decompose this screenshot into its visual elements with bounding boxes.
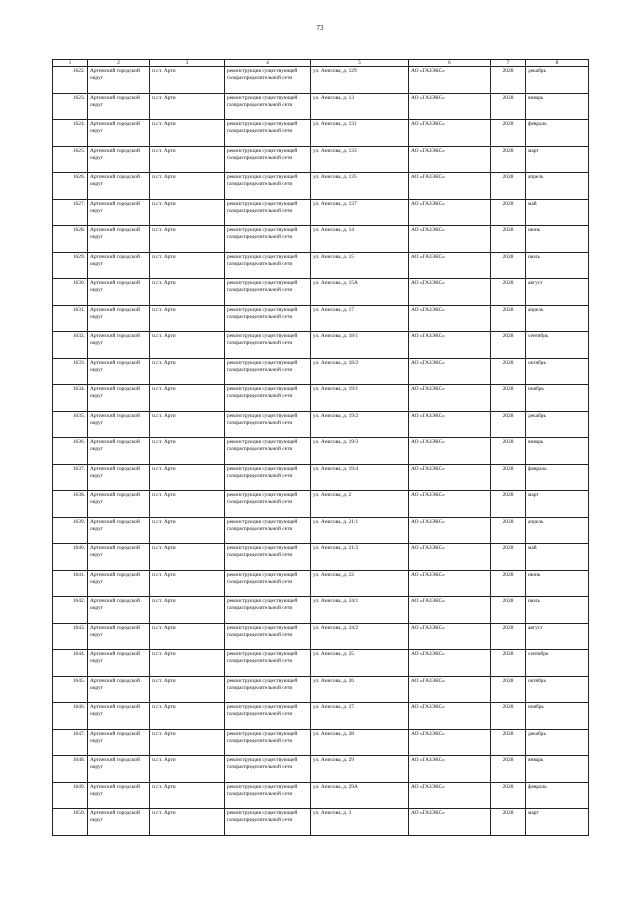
cell-year: 2028: [491, 438, 526, 465]
cell-month: октябрь: [526, 358, 589, 385]
cell-work-type: реконструкция существующей газораспределительной сети: [225, 385, 311, 412]
cell-locality: п.г.т. Арти: [150, 517, 225, 544]
cell-month: май: [526, 544, 589, 571]
cell-work-type: реконструкция существующей газораспределительной сети: [225, 173, 311, 200]
cell-locality: п.г.т. Арти: [150, 173, 225, 200]
table-row: [53, 438, 589, 465]
cell-year: 2028: [491, 650, 526, 677]
cell-work-type: реконструкция существующей газораспределительной сети: [225, 146, 311, 173]
cell-work-type: реконструкция существующей газораспределительной сети: [225, 252, 311, 279]
cell-address: ул. Анисова, д. 17: [311, 305, 409, 332]
cell-month: апрель: [526, 305, 589, 332]
cell-number: 1645.: [53, 676, 88, 703]
cell-locality: п.г.т. Арти: [150, 411, 225, 438]
cell-locality: п.г.т. Арти: [150, 385, 225, 412]
cell-month: сентябрь: [526, 650, 589, 677]
table-row: [53, 676, 589, 703]
cell-work-type: реконструкция существующей газораспределительной сети: [225, 491, 311, 518]
cell-work-type: реконструкция существующей газораспределительной сети: [225, 544, 311, 571]
cell-district: Артинский городской округ: [88, 650, 150, 677]
cell-address: ул. Анисова, д. 131: [311, 120, 409, 147]
cell-locality: п.г.т. Арти: [150, 729, 225, 756]
cell-month: январь: [526, 93, 589, 120]
cell-address: ул. Анисова, д. 13: [311, 93, 409, 120]
table-row: [53, 411, 589, 438]
cell-year: 2028: [491, 385, 526, 412]
cell-month: декабрь: [526, 411, 589, 438]
cell-organization: АО «ГАЗЭКС»: [409, 676, 491, 703]
table-row: [53, 279, 589, 306]
cell-work-type: реконструкция существующей газораспределительной сети: [225, 517, 311, 544]
cell-month: май: [526, 199, 589, 226]
cell-month: январь: [526, 438, 589, 465]
cell-address: ул. Анисова, д. 29: [311, 756, 409, 783]
cell-organization: АО «ГАЗЭКС»: [409, 491, 491, 518]
cell-number: 1625.: [53, 146, 88, 173]
cell-year: 2028: [491, 809, 526, 836]
cell-month: июнь: [526, 226, 589, 253]
table-row: [53, 756, 589, 783]
cell-address: ул. Анисова, д. 19/3: [311, 438, 409, 465]
cell-locality: п.г.т. Арти: [150, 570, 225, 597]
cell-work-type: реконструкция существующей газораспределительной сети: [225, 676, 311, 703]
cell-year: 2028: [491, 120, 526, 147]
cell-month: июль: [526, 597, 589, 624]
cell-number: 1649.: [53, 782, 88, 809]
cell-number: 1650.: [53, 809, 88, 836]
cell-district: Артинский городской округ: [88, 358, 150, 385]
cell-organization: АО «ГАЗЭКС»: [409, 279, 491, 306]
cell-address: ул. Анисова, д. 28: [311, 729, 409, 756]
cell-year: 2028: [491, 544, 526, 571]
cell-locality: п.г.т. Арти: [150, 623, 225, 650]
cell-address: ул. Анисова, д. 18/1: [311, 332, 409, 359]
cell-district: Артинский городской округ: [88, 809, 150, 836]
cell-work-type: реконструкция существующей газораспределительной сети: [225, 570, 311, 597]
table-row: [53, 146, 589, 173]
cell-locality: п.г.т. Арти: [150, 226, 225, 253]
cell-number: 1634.: [53, 385, 88, 412]
cell-number: 1636.: [53, 438, 88, 465]
cell-year: 2028: [491, 252, 526, 279]
col-header: 5: [311, 60, 409, 67]
cell-work-type: реконструкция существующей газораспределительной сети: [225, 597, 311, 624]
table-row: [53, 305, 589, 332]
table-row: [53, 623, 589, 650]
cell-locality: п.г.т. Арти: [150, 67, 225, 94]
cell-work-type: реконструкция существующей газораспределительной сети: [225, 279, 311, 306]
cell-organization: АО «ГАЗЭКС»: [409, 809, 491, 836]
cell-work-type: реконструкция существующей газораспределительной сети: [225, 729, 311, 756]
cell-organization: АО «ГАЗЭКС»: [409, 729, 491, 756]
cell-district: Артинский городской округ: [88, 782, 150, 809]
table-row: [53, 729, 589, 756]
cell-month: февраль: [526, 120, 589, 147]
cell-number: 1647.: [53, 729, 88, 756]
cell-locality: п.г.т. Арти: [150, 332, 225, 359]
cell-year: 2028: [491, 332, 526, 359]
cell-district: Артинский городской округ: [88, 544, 150, 571]
cell-month: март: [526, 809, 589, 836]
cell-work-type: реконструкция существующей газораспределительной сети: [225, 782, 311, 809]
cell-work-type: реконструкция существующей газораспределительной сети: [225, 358, 311, 385]
cell-organization: АО «ГАЗЭКС»: [409, 252, 491, 279]
cell-number: 1633.: [53, 358, 88, 385]
table-row: [53, 173, 589, 200]
col-header: 7: [491, 60, 526, 67]
cell-address: ул. Анисова, д. 24/2: [311, 623, 409, 650]
cell-district: Артинский городской округ: [88, 199, 150, 226]
cell-district: Артинский городской округ: [88, 676, 150, 703]
cell-organization: АО «ГАЗЭКС»: [409, 358, 491, 385]
cell-organization: АО «ГАЗЭКС»: [409, 623, 491, 650]
cell-month: апрель: [526, 173, 589, 200]
cell-number: 1624.: [53, 120, 88, 147]
table-row: [53, 358, 589, 385]
cell-district: Артинский городской округ: [88, 411, 150, 438]
cell-district: Артинский городской округ: [88, 332, 150, 359]
cell-year: 2028: [491, 67, 526, 94]
cell-year: 2028: [491, 729, 526, 756]
cell-number: 1641.: [53, 570, 88, 597]
cell-address: ул. Анисова, д. 21/1: [311, 517, 409, 544]
table-row: [53, 782, 589, 809]
cell-work-type: реконструкция существующей газораспределительной сети: [225, 411, 311, 438]
cell-organization: АО «ГАЗЭКС»: [409, 438, 491, 465]
cell-address: ул. Анисова, д. 15А: [311, 279, 409, 306]
table-row: [53, 199, 589, 226]
cell-address: ул. Анисова, д. 27: [311, 703, 409, 730]
cell-number: 1630.: [53, 279, 88, 306]
cell-district: Артинский городской округ: [88, 464, 150, 491]
cell-number: 1622.: [53, 67, 88, 94]
cell-address: ул. Анисова, д. 25: [311, 650, 409, 677]
table-row: [53, 650, 589, 677]
cell-year: 2028: [491, 597, 526, 624]
cell-locality: п.г.т. Арти: [150, 782, 225, 809]
col-header: 6: [409, 60, 491, 67]
col-header: 2: [88, 60, 150, 67]
cell-month: февраль: [526, 464, 589, 491]
table-row: [53, 544, 589, 571]
cell-organization: АО «ГАЗЭКС»: [409, 464, 491, 491]
cell-year: 2028: [491, 358, 526, 385]
cell-locality: п.г.т. Арти: [150, 252, 225, 279]
cell-year: 2028: [491, 491, 526, 518]
cell-work-type: реконструкция существующей газораспределительной сети: [225, 464, 311, 491]
cell-address: ул. Анисова, д. 137: [311, 199, 409, 226]
cell-locality: п.г.т. Арти: [150, 676, 225, 703]
cell-work-type: реконструкция существующей газораспределительной сети: [225, 226, 311, 253]
cell-address: ул. Анисова, д. 22: [311, 570, 409, 597]
cell-month: декабрь: [526, 729, 589, 756]
cell-address: ул. Анисова, д. 19/2: [311, 411, 409, 438]
cell-organization: АО «ГАЗЭКС»: [409, 146, 491, 173]
cell-locality: п.г.т. Арти: [150, 358, 225, 385]
cell-month: март: [526, 491, 589, 518]
cell-district: Артинский городской округ: [88, 517, 150, 544]
table-row: [53, 703, 589, 730]
cell-district: Артинский городской округ: [88, 623, 150, 650]
cell-district: Артинский городской округ: [88, 729, 150, 756]
cell-district: Артинский городской округ: [88, 146, 150, 173]
cell-number: 1623.: [53, 93, 88, 120]
cell-number: 1644.: [53, 650, 88, 677]
cell-locality: п.г.т. Арти: [150, 146, 225, 173]
cell-work-type: реконструкция существующей газораспределительной сети: [225, 703, 311, 730]
cell-work-type: реконструкция существующей газораспределительной сети: [225, 93, 311, 120]
table-row: [53, 517, 589, 544]
cell-year: 2028: [491, 756, 526, 783]
cell-district: Артинский городской округ: [88, 570, 150, 597]
cell-organization: АО «ГАЗЭКС»: [409, 544, 491, 571]
table-row: [53, 570, 589, 597]
cell-number: 1637.: [53, 464, 88, 491]
cell-locality: п.г.т. Арти: [150, 809, 225, 836]
cell-locality: п.г.т. Арти: [150, 93, 225, 120]
cell-number: 1627.: [53, 199, 88, 226]
table-row: [53, 93, 589, 120]
cell-month: август: [526, 623, 589, 650]
cell-organization: АО «ГАЗЭКС»: [409, 650, 491, 677]
cell-address: ул. Анисова, д. 19/4: [311, 464, 409, 491]
col-header: 3: [150, 60, 225, 67]
cell-month: ноябрь: [526, 385, 589, 412]
cell-number: 1629.: [53, 252, 88, 279]
cell-address: ул. Анисова, д. 26: [311, 676, 409, 703]
cell-month: март: [526, 146, 589, 173]
cell-organization: АО «ГАЗЭКС»: [409, 597, 491, 624]
col-header: 8: [526, 60, 589, 67]
cell-district: Артинский городской округ: [88, 756, 150, 783]
cell-year: 2028: [491, 570, 526, 597]
cell-organization: АО «ГАЗЭКС»: [409, 226, 491, 253]
cell-district: Артинский городской округ: [88, 491, 150, 518]
cell-number: 1642.: [53, 597, 88, 624]
cell-number: 1631.: [53, 305, 88, 332]
cell-organization: АО «ГАЗЭКС»: [409, 570, 491, 597]
cell-work-type: реконструкция существующей газораспределительной сети: [225, 305, 311, 332]
cell-locality: п.г.т. Арти: [150, 544, 225, 571]
cell-month: ноябрь: [526, 703, 589, 730]
cell-organization: АО «ГАЗЭКС»: [409, 199, 491, 226]
cell-district: Артинский городской округ: [88, 93, 150, 120]
table-row: [53, 491, 589, 518]
col-header: 1: [53, 60, 88, 67]
cell-address: ул. Анисова, д. 15: [311, 252, 409, 279]
cell-number: 1628.: [53, 226, 88, 253]
cell-locality: п.г.т. Арти: [150, 464, 225, 491]
table-row: [53, 252, 589, 279]
cell-address: ул. Анисова, д. 133: [311, 146, 409, 173]
table-row: [53, 385, 589, 412]
cell-year: 2028: [491, 93, 526, 120]
cell-month: апрель: [526, 517, 589, 544]
cell-organization: АО «ГАЗЭКС»: [409, 93, 491, 120]
cell-district: Артинский городской округ: [88, 67, 150, 94]
cell-organization: АО «ГАЗЭКС»: [409, 120, 491, 147]
cell-locality: п.г.т. Арти: [150, 756, 225, 783]
cell-number: 1640.: [53, 544, 88, 571]
cell-year: 2028: [491, 146, 526, 173]
cell-district: Артинский городской округ: [88, 703, 150, 730]
cell-locality: п.г.т. Арти: [150, 597, 225, 624]
cell-locality: п.г.т. Арти: [150, 120, 225, 147]
cell-organization: АО «ГАЗЭКС»: [409, 782, 491, 809]
cell-number: 1632.: [53, 332, 88, 359]
cell-address: ул. Анисова, д. 24/1: [311, 597, 409, 624]
cell-address: ул. Анисова, д. 29А: [311, 782, 409, 809]
cell-locality: п.г.т. Арти: [150, 491, 225, 518]
cell-address: ул. Анисова, д. 129: [311, 67, 409, 94]
cell-district: Артинский городской округ: [88, 438, 150, 465]
cell-organization: АО «ГАЗЭКС»: [409, 703, 491, 730]
cell-locality: п.г.т. Арти: [150, 279, 225, 306]
cell-year: 2028: [491, 226, 526, 253]
cell-number: 1648.: [53, 756, 88, 783]
cell-locality: п.г.т. Арти: [150, 650, 225, 677]
cell-organization: АО «ГАЗЭКС»: [409, 173, 491, 200]
cell-address: ул. Анисова, д. 3: [311, 809, 409, 836]
cell-work-type: реконструкция существующей газораспределительной сети: [225, 67, 311, 94]
cell-work-type: реконструкция существующей газораспределительной сети: [225, 623, 311, 650]
registry-table: [52, 59, 589, 836]
cell-year: 2028: [491, 464, 526, 491]
table-row: [53, 464, 589, 491]
cell-work-type: реконструкция существующей газораспределительной сети: [225, 199, 311, 226]
header-row: [53, 60, 589, 67]
cell-month: июль: [526, 252, 589, 279]
cell-number: 1626.: [53, 173, 88, 200]
cell-month: октябрь: [526, 676, 589, 703]
cell-year: 2028: [491, 279, 526, 306]
cell-number: 1643.: [53, 623, 88, 650]
cell-district: Артинский городской округ: [88, 305, 150, 332]
cell-month: январь: [526, 756, 589, 783]
cell-year: 2028: [491, 305, 526, 332]
col-header: 4: [225, 60, 311, 67]
cell-month: февраль: [526, 782, 589, 809]
cell-organization: АО «ГАЗЭКС»: [409, 756, 491, 783]
cell-work-type: реконструкция существующей газораспределительной сети: [225, 332, 311, 359]
cell-address: ул. Анисова, д. 2: [311, 491, 409, 518]
cell-year: 2028: [491, 782, 526, 809]
cell-year: 2028: [491, 411, 526, 438]
cell-address: ул. Анисова, д. 19/1: [311, 385, 409, 412]
cell-address: ул. Анисова, д. 21/2: [311, 544, 409, 571]
table-row: [53, 809, 589, 836]
cell-locality: п.г.т. Арти: [150, 199, 225, 226]
cell-year: 2028: [491, 173, 526, 200]
cell-month: сентябрь: [526, 332, 589, 359]
cell-district: Артинский городской округ: [88, 252, 150, 279]
table-row: [53, 120, 589, 147]
cell-work-type: реконструкция существующей газораспределительной сети: [225, 438, 311, 465]
cell-year: 2028: [491, 199, 526, 226]
cell-organization: АО «ГАЗЭКС»: [409, 67, 491, 94]
cell-district: Артинский городской округ: [88, 173, 150, 200]
cell-district: Артинский городской округ: [88, 226, 150, 253]
cell-month: декабрь: [526, 67, 589, 94]
cell-year: 2028: [491, 703, 526, 730]
cell-organization: АО «ГАЗЭКС»: [409, 517, 491, 544]
cell-year: 2028: [491, 623, 526, 650]
cell-work-type: реконструкция существующей газораспределительной сети: [225, 120, 311, 147]
cell-address: ул. Анисова, д. 135: [311, 173, 409, 200]
cell-locality: п.г.т. Арти: [150, 438, 225, 465]
table-row: [53, 226, 589, 253]
cell-number: 1638.: [53, 491, 88, 518]
cell-organization: АО «ГАЗЭКС»: [409, 332, 491, 359]
table-row: [53, 332, 589, 359]
cell-number: 1646.: [53, 703, 88, 730]
cell-district: Артинский городской округ: [88, 385, 150, 412]
cell-district: Артинский городской округ: [88, 597, 150, 624]
cell-number: 1635.: [53, 411, 88, 438]
cell-year: 2028: [491, 676, 526, 703]
cell-address: ул. Анисова, д. 18/2: [311, 358, 409, 385]
cell-month: август: [526, 279, 589, 306]
cell-organization: АО «ГАЗЭКС»: [409, 385, 491, 412]
page-number: 73: [316, 24, 324, 32]
cell-work-type: реконструкция существующей газораспределительной сети: [225, 650, 311, 677]
cell-locality: п.г.т. Арти: [150, 305, 225, 332]
cell-number: 1639.: [53, 517, 88, 544]
cell-address: ул. Анисова, д. 14: [311, 226, 409, 253]
cell-month: июнь: [526, 570, 589, 597]
cell-district: Артинский городской округ: [88, 120, 150, 147]
table-row: [53, 67, 589, 94]
cell-organization: АО «ГАЗЭКС»: [409, 411, 491, 438]
table-row: [53, 597, 589, 624]
cell-year: 2028: [491, 517, 526, 544]
cell-work-type: реконструкция существующей газораспределительной сети: [225, 756, 311, 783]
cell-locality: п.г.т. Арти: [150, 703, 225, 730]
cell-work-type: реконструкция существующей газораспределительной сети: [225, 809, 311, 836]
cell-organization: АО «ГАЗЭКС»: [409, 305, 491, 332]
cell-district: Артинский городской округ: [88, 279, 150, 306]
